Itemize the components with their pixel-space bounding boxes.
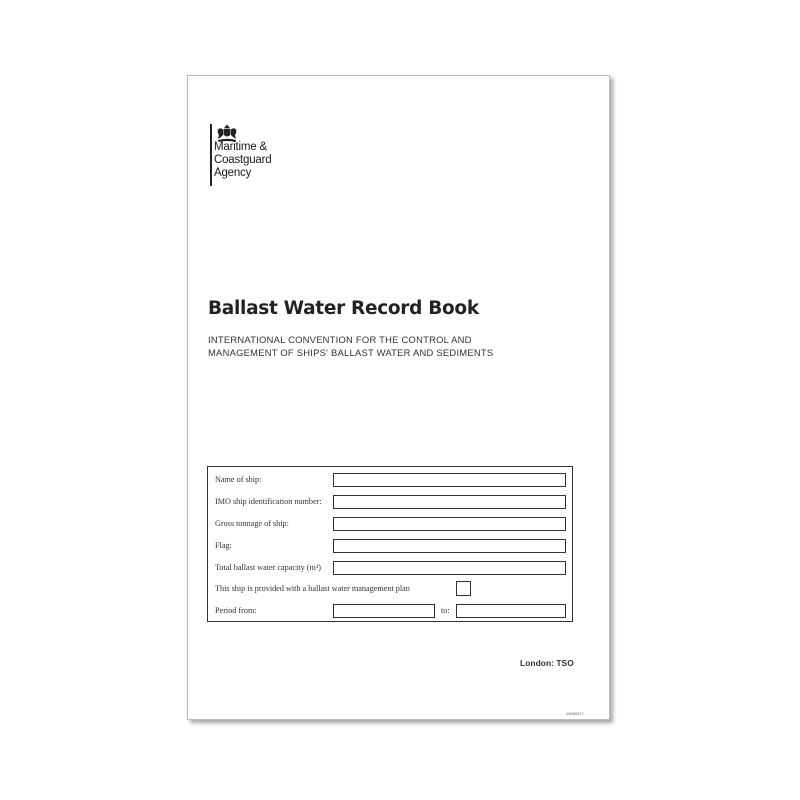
agency-name-line-1: Maritime & bbox=[214, 141, 267, 153]
management-plan-label: This ship is provided with a ballast water management plan bbox=[215, 584, 410, 593]
publisher-imprint: London: TSO bbox=[520, 658, 574, 668]
name-of-ship-label: Name of ship: bbox=[215, 475, 262, 484]
management-plan-checkbox[interactable] bbox=[456, 581, 471, 596]
imo-number-label: IMO ship identification number: bbox=[215, 497, 322, 506]
ballast-capacity-field[interactable] bbox=[333, 561, 566, 575]
subtitle-line-1: INTERNATIONAL CONVENTION FOR THE CONTROL AND bbox=[208, 334, 472, 345]
ship-details-form bbox=[207, 466, 573, 622]
record-book-cover bbox=[187, 75, 610, 720]
name-of-ship-field[interactable] bbox=[333, 473, 566, 487]
logo-divider-bar bbox=[210, 124, 212, 186]
agency-name bbox=[214, 141, 271, 180]
convention-subtitle bbox=[208, 333, 538, 359]
period-from-field[interactable] bbox=[333, 604, 435, 618]
agency-name-line-2: Coastguard bbox=[214, 154, 272, 166]
agency-name-line-3: Agency bbox=[214, 167, 252, 179]
book-title: Ballast Water Record Book bbox=[208, 298, 479, 319]
gross-tonnage-field[interactable] bbox=[333, 517, 566, 531]
gross-tonnage-label: Gross tonnage of ship: bbox=[215, 519, 289, 528]
period-to-field[interactable] bbox=[456, 604, 566, 618]
imo-number-field[interactable] bbox=[333, 495, 566, 509]
flag-field[interactable] bbox=[333, 539, 566, 553]
print-code: 10080017 bbox=[566, 711, 584, 716]
period-from-label: Period from: bbox=[215, 606, 257, 615]
period-to-label: to: bbox=[441, 606, 450, 615]
flag-label: Flag: bbox=[215, 541, 232, 550]
ballast-capacity-label: Total ballast water capacity (m³) bbox=[215, 563, 321, 572]
subtitle-line-2: MANAGEMENT OF SHIPS' BALLAST WATER AND SEDIMENTS bbox=[208, 347, 494, 358]
